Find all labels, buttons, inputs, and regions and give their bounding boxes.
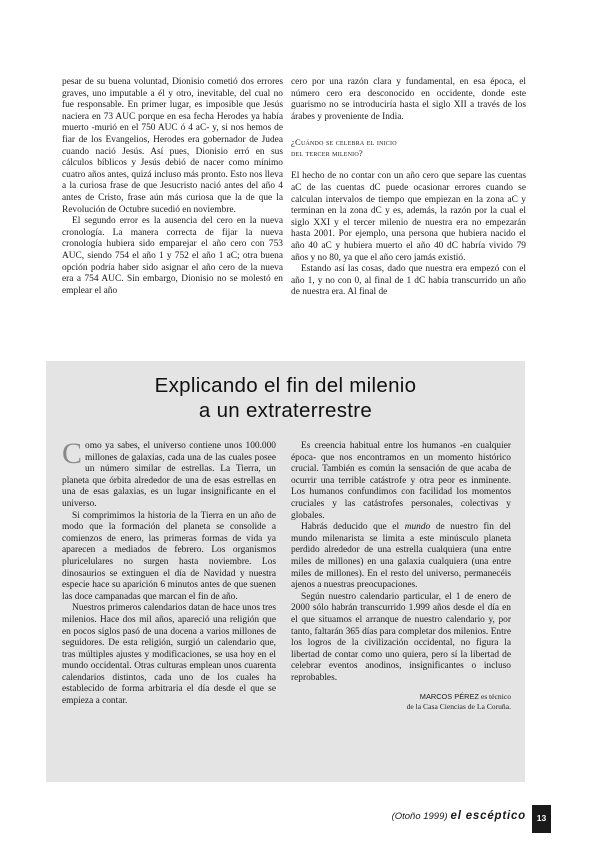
sidebar-box: [46, 361, 525, 782]
magazine-name: el escéptico: [450, 810, 526, 822]
author-signature: [291, 692, 511, 711]
box-paragraph: [291, 522, 511, 592]
article-paragraph: El hecho de no contar con un año cero que separe las cuentas aC de las cuentas dC puede ocasionar errores cuando se calculan intervalos de tiempo que empiezan en la zona aC y terminan en la zona dC y es, además, la razón por la cual el siglo XXI y el tercer milenio de nuestra era no empezarán hasta 2001. Por ejemplo, una persona que hubiera nacido el año 40 aC y hubiera muerto el año 40 dC habría vivido 79 años y no 80, ya que el año cero jamás existió.: [291, 171, 526, 263]
article-left-column: [62, 77, 283, 297]
article-paragraph: pesar de su buena voluntad, Dionisio cometió dos errores graves, uno imputable a él y otro, inevitable, del cual no fue responsable. En primer lugar, es imposible que Jesús naciera en 73 AUC porque en esa fecha Herodes ya había muerto -murió en el 750 AUC ó 4 aC- y, si nos hemos de fiar de los Evangelios, Herodes era gobernador de Judea cuando nació Jesús. Así pues, Dionisio erró en sus cálculos bíblicos y Jesús debió de nacer como mínimo cuatro años antes, quizá incluso más pronto. Esto nos lleva a la curiosa frase de que Jesucristo nació antes del año 4 antes de Cristo, frase aún más curiosa que la de que la Revolución de Octubre sucedió en noviembre.: [62, 77, 283, 215]
article-paragraph: Estando así las cosas, dado que nuestra era empezó con el año 1, y no con 0, al final de 1 dC había transcurrido un año de nuestra era. Al final de: [291, 264, 526, 298]
article-right-column: [291, 77, 526, 299]
box-paragraph-text: omo ya sabes, el universo contiene unos 100.000 millones de galaxias, cada una de las cuales posee un número similar de estrellas. La Tierra, un planeta que órbita alrededor de una de esas estrellas en una de esas galaxias, es un lugar insignificante en el universo.: [62, 441, 276, 509]
page-number: 13: [532, 805, 551, 833]
article-paragraph: El segundo error es la ausencia del cero en la nueva cronología. La manera correcta de fijar la nueva cronología hubiera sido emparejar el año cero con 753 AUC, siendo 754 el año 1 y 752 el año 1 aC; otra buena opción podría haber sido asignar el año cero de la nueva era a 754 AUC. Sin embargo, Dionisio no se molestó en emplear el año: [62, 216, 283, 296]
drop-cap: C: [62, 437, 83, 470]
box-title-line: a un extraterrestre: [198, 399, 373, 422]
box-title: [46, 373, 525, 423]
box-paragraph: Nuestros primeros calendarios datan de hace unos tres milenios. Hace dos mil años, apareció una religión que en pocos siglos pasó de una docena a varios millones de seguidores. De esta religión, surgió un calendario que, tras múltiples ajustes y modificaciones, se usa hoy en el mundo occidental. Otras culturas emplean unos cuarenta calendarios distintos, cada uno de los cuales ha establecido de forma arbitraria el día desde el que se empieza a contar.: [62, 603, 276, 707]
box-paragraph: [62, 437, 276, 511]
box-paragraph-text: Habrás deducido que el: [301, 522, 405, 533]
box-right-column: [291, 441, 511, 711]
author-role: es técnico: [478, 692, 511, 702]
box-paragraph: Si comprimimos la historia de la Tierra en un año de modo que la formación del planeta se consolide a comienzos de enero, las primeras formas de vida ya aparecen a mediados de febrero. Los organismos pluricelulares no surgen hasta noviembre. Los dinosaurios se extinguen el día de Navidad y nuestra especie hace su aparición 6 minutos antes de que suenen las doce campanadas que marcan el fin de año.: [62, 510, 276, 602]
box-emphasis: mundo: [404, 522, 431, 533]
article-paragraph: cero por una razón clara y fundamental, en esa época, el número cero era desconocido en occidente, donde este guarismo no se introduciría hasta el siglo XII a través de los árabes y proveniente de India.: [291, 77, 526, 122]
box-paragraph-text: de nuestro fin del mundo milenarista se limita a este minúsculo planeta perdido alrededor de una estrella cualquiera (una entre miles de millones) en una galaxia cualquiera (una entre miles de millones). En el resto del universo, permanecéis ajenos a nuestras preocupaciones.: [291, 522, 511, 591]
box-title-line: Explicando el fin del milenio: [154, 374, 417, 397]
issue-date: (Otoño 1999): [391, 811, 448, 822]
box-paragraph: Según nuestro calendario particular, el 1 de enero de 2000 sólo habrán transcurrido 1.999 años desde el día en el que situamos el arranque de nuestro calendario y, por tanto, faltarán 365 días para completar dos milenios. Entre los logros de la civilización occidental, no figura la libertad de contar como uno quiera, pero sí la libertad de celebrar eventos anodinos, insignificantes o incluso reprobables.: [291, 591, 511, 683]
box-left-column: [62, 437, 276, 708]
section-heading: [291, 137, 526, 158]
box-paragraph: Es creencia habitual entre los humanos -en cualquier época- que nos encontramos en un momento histórico crucial. También es común la sensación de que acaba de ocurrir una terrible catástrofe y otra peor es inminente. Los humanos confundimos con facilidad los momentos cruciales y las catástrofes personales, colectivas y globales.: [291, 441, 511, 521]
author-affiliation: de la Casa Ciencias de La Coruña.: [406, 701, 511, 711]
section-heading-line: del tercer milenio?: [291, 147, 363, 158]
page-footer: [378, 806, 526, 824]
section-heading-line: ¿Cuándo se celebra el inicio: [291, 137, 397, 148]
author-name: MARCOS PÉREZ: [419, 692, 479, 702]
